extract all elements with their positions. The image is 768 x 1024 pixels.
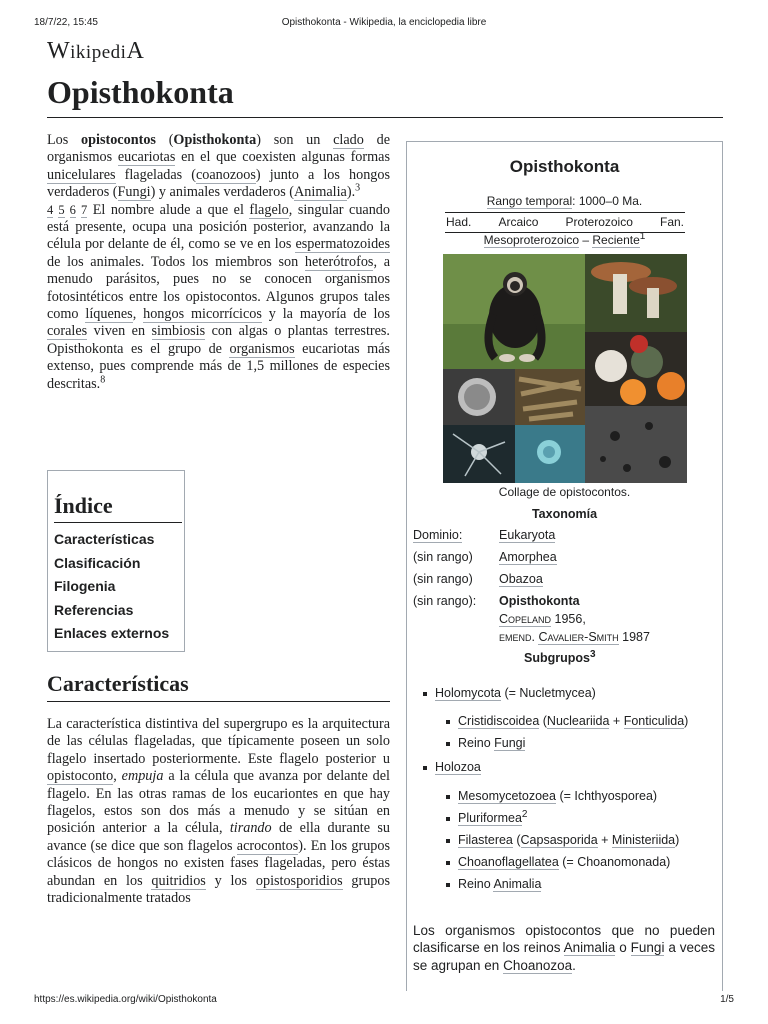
ref-6[interactable]: 6 xyxy=(69,202,76,217)
link-coanozoos[interactable]: coanozoos xyxy=(195,166,256,183)
link-liquenes[interactable]: líquenes xyxy=(85,306,133,323)
print-datetime: 18/7/22, 15:45 xyxy=(34,17,98,28)
print-header xyxy=(34,17,734,28)
list-item: Mesomycetozoea (= Ichthyosporea) xyxy=(446,789,657,803)
taxobox-note: Los organismos opistocontos que no pueden clasificarse en los reinos Animalia o Fungi a veces se agrupan en Choanozoa. xyxy=(413,923,715,973)
taxonomy-row-amorphea: (sin rango) Amorphea xyxy=(413,550,557,564)
list-item: Filasterea (Capsasporida + Ministeriida) xyxy=(446,833,679,847)
link-obazoa[interactable]: Obazoa xyxy=(499,572,543,586)
link-animalia[interactable]: Animalia xyxy=(294,184,347,201)
timeline-hadico[interactable]: Had. xyxy=(446,215,472,229)
link-choanozoa[interactable]: Choanozoa xyxy=(503,957,573,973)
taxobox xyxy=(406,141,723,991)
ref-4[interactable]: 4 xyxy=(47,202,54,217)
link-corales[interactable]: corales xyxy=(47,323,88,340)
list-item: Reino Animalia xyxy=(446,877,541,891)
intro-paragraph: Los opistocontos (Opisthokonta) son un clado de organismos eucariotas en el que coexisten algunas formas unicelulares flageladas (coanozoos) junto a los hongos verdaderos (Fungi) y animales verdaderos (Animalia).$^3$ 4 5 6 7 El nombre alude a que el flagelo, singular cuando está presente, ocupa una posición posterior, avanzando la célula por delante de él, como se ve en los espermatozoides de los animales. Todos los miembros son heterótrofos, a menudo parásitos, pues no se conocen organismos fotosintéticos entre los opistocontos. Algunos grupos tales como líquenes, hongos micorrícicos y la mayoría de los corales viven en simbiosis con algas o plantas terrestres. Opisthokonta es el grupo de organismos eucariotas más extenso, pues comprende más de 1,5 millones de especies descritas.$^8$ xyxy=(47,132,391,392)
link-simbiosis[interactable]: simbiosis xyxy=(151,323,206,340)
toc-item-referencias[interactable]: Referencias xyxy=(54,601,134,618)
link-mesomycetozoea[interactable]: Mesomycetozoea xyxy=(458,789,556,803)
link-hongos-micorricicos[interactable]: hongos micorrícicos xyxy=(143,306,262,323)
section-paragraph: La característica distintiva del supergrupo es la arquitectura de las células flageladas, que típicamente poseen un solo flagelo insertado posteriormente. Este flagelo posterior u opistoconto, empuja a la célula que avanza por delante del flagelo. En las otras ramas de los eucariontes en que hay flagelos, estos son dos más a menudo y se sitúan en posición anterior a la célula, tirando de ella durante su avance (se dice que son flagelos acrocontos). En los grupos clásicos de hongos no existen fases flageladas, pero éstas abundan en los quitridios y los opistosporidios grupos tradicionalmente tratados xyxy=(47,716,391,907)
taxonomy-row-obazoa: (sin rango) Obazoa xyxy=(413,572,543,586)
collage-svg xyxy=(443,254,687,483)
toc-item-caracteristicas[interactable]: Características xyxy=(54,531,155,547)
link-fonticulida[interactable]: Fonticulida xyxy=(623,714,685,728)
link-unicelulares[interactable]: unicelulares xyxy=(47,166,116,183)
list-item: Reino Fungi xyxy=(446,736,525,750)
table-of-contents xyxy=(47,470,185,652)
link-mesoproterozoico[interactable]: Mesoproterozoico xyxy=(483,233,580,247)
link-eucariotas[interactable]: eucariotas xyxy=(117,149,176,166)
link-cristidiscoidea[interactable]: Cristidiscoidea xyxy=(458,714,540,728)
link-quitridios[interactable]: quitridios xyxy=(151,872,206,889)
link-flagelo[interactable]: flagelo xyxy=(249,201,289,218)
section-heading-caracteristicas: Características xyxy=(47,671,189,696)
link-holozoa[interactable]: Holozoa xyxy=(435,760,481,774)
link-capsasporida[interactable]: Capsasporida xyxy=(520,833,598,847)
temporal-range: Rango temporal: 1000–0 Ma. xyxy=(486,194,643,208)
page-title: Opisthokonta xyxy=(47,74,234,110)
toc-item-filogenia[interactable]: Filogenia xyxy=(54,578,116,594)
link-organismos[interactable]: organismos xyxy=(229,340,295,357)
timeline-fanerozoico[interactable]: Fan. xyxy=(659,215,684,229)
link-acrocontos[interactable]: acrocontos xyxy=(236,837,299,854)
geologic-timeline xyxy=(445,212,685,233)
taxonomy-row-dominio xyxy=(413,526,718,544)
timeline-arcaico[interactable]: Arcaico xyxy=(498,215,539,229)
link-heterotrofos[interactable]: heterótrofos xyxy=(304,253,374,270)
link-holomycota[interactable]: Holomycota xyxy=(435,686,501,700)
link-espermatozoides[interactable]: espermatozoides xyxy=(295,236,390,253)
ref-5[interactable]: 5 xyxy=(58,202,65,217)
collage-caption: Collage de opistocontos. xyxy=(498,485,631,499)
print-footer xyxy=(34,994,734,1005)
ref-3[interactable]: 3 xyxy=(355,182,361,194)
taxonomy-header: Taxonomía xyxy=(531,507,598,521)
ref-3-subgroups[interactable]: 3 xyxy=(589,648,596,660)
ref-1[interactable]: 1 xyxy=(639,231,646,242)
toc-item-clasificacion[interactable]: Clasificación xyxy=(54,554,141,571)
link-reciente[interactable]: Reciente xyxy=(592,233,640,247)
link-nucleariida[interactable]: Nucleariida xyxy=(546,714,610,728)
link-cavalier-smith[interactable]: Cavalier-Smith xyxy=(538,630,619,644)
link-amorphea[interactable]: Amorphea xyxy=(499,550,557,564)
link-filasterea[interactable]: Filasterea xyxy=(458,833,513,847)
ref-2[interactable]: 2 xyxy=(521,808,528,820)
toc-title: Índice xyxy=(54,493,113,518)
print-page-counter: 1/5 xyxy=(720,994,734,1005)
list-item: Cristidiscoidea (Nucleariida + Fonticulida) xyxy=(446,714,688,728)
toc-divider xyxy=(54,522,182,523)
link-opistoconto[interactable]: opistoconto xyxy=(47,768,114,785)
link-ministeriida[interactable]: Ministeriida xyxy=(611,833,676,847)
title-divider xyxy=(47,117,723,118)
link-choanoflagellatea[interactable]: Choanoflagellatea xyxy=(458,855,559,869)
wikipedia-wordmark[interactable]: WikipediA xyxy=(47,38,145,64)
print-window-title: Opisthokonta - Wikipedia, la enciclopedia libre xyxy=(281,17,487,28)
link-eukaryota[interactable]: Eukaryota xyxy=(499,528,556,542)
link-copeland[interactable]: Copeland xyxy=(499,612,552,626)
section-divider xyxy=(47,701,390,702)
link-pluriformea[interactable]: Pluriformea xyxy=(458,811,522,825)
link-reino-fungi[interactable]: Fungi xyxy=(494,736,526,750)
timeline-proterozoico[interactable]: Proterozoico xyxy=(565,215,633,229)
subgroups-header: Subgrupos$^3$ xyxy=(524,648,596,665)
taxobox-title: Opisthokonta xyxy=(509,157,620,176)
link-clado[interactable]: clado xyxy=(333,132,364,148)
link-opistosporidios[interactable]: opistosporidios xyxy=(255,872,343,889)
toc-item-enlaces-externos[interactable]: Enlaces externos xyxy=(54,625,170,641)
link-note-animalia[interactable]: Animalia xyxy=(563,940,616,956)
link-reino-animalia[interactable]: Animalia xyxy=(493,877,542,891)
ref-7[interactable]: 7 xyxy=(80,202,88,217)
list-item xyxy=(423,760,481,774)
list-item: Holomycota (= Nucletmycea) xyxy=(423,686,596,700)
print-url: https://es.wikipedia.org/wiki/Opisthokonta xyxy=(34,994,217,1005)
link-rango-temporal[interactable]: Rango temporal xyxy=(486,194,573,208)
timeline-range-text: Mesoproterozoico – Reciente$^1$ xyxy=(483,231,646,247)
link-dominio[interactable]: Dominio: xyxy=(413,528,463,542)
taxonomy-row-opisthokonta: (sin rango): Opisthokonta Copeland 1956, emend. Cavalier-Smith 1987 xyxy=(413,594,650,644)
opisthokont-collage-image[interactable] xyxy=(443,254,687,483)
link-note-fungi[interactable]: Fungi xyxy=(630,940,665,956)
link-fungi[interactable]: Fungi xyxy=(117,184,151,201)
ref-8[interactable]: 8 xyxy=(100,373,106,385)
list-item xyxy=(446,808,528,825)
list-item: Choanoflagellatea (= Choanomonada) xyxy=(446,855,670,869)
